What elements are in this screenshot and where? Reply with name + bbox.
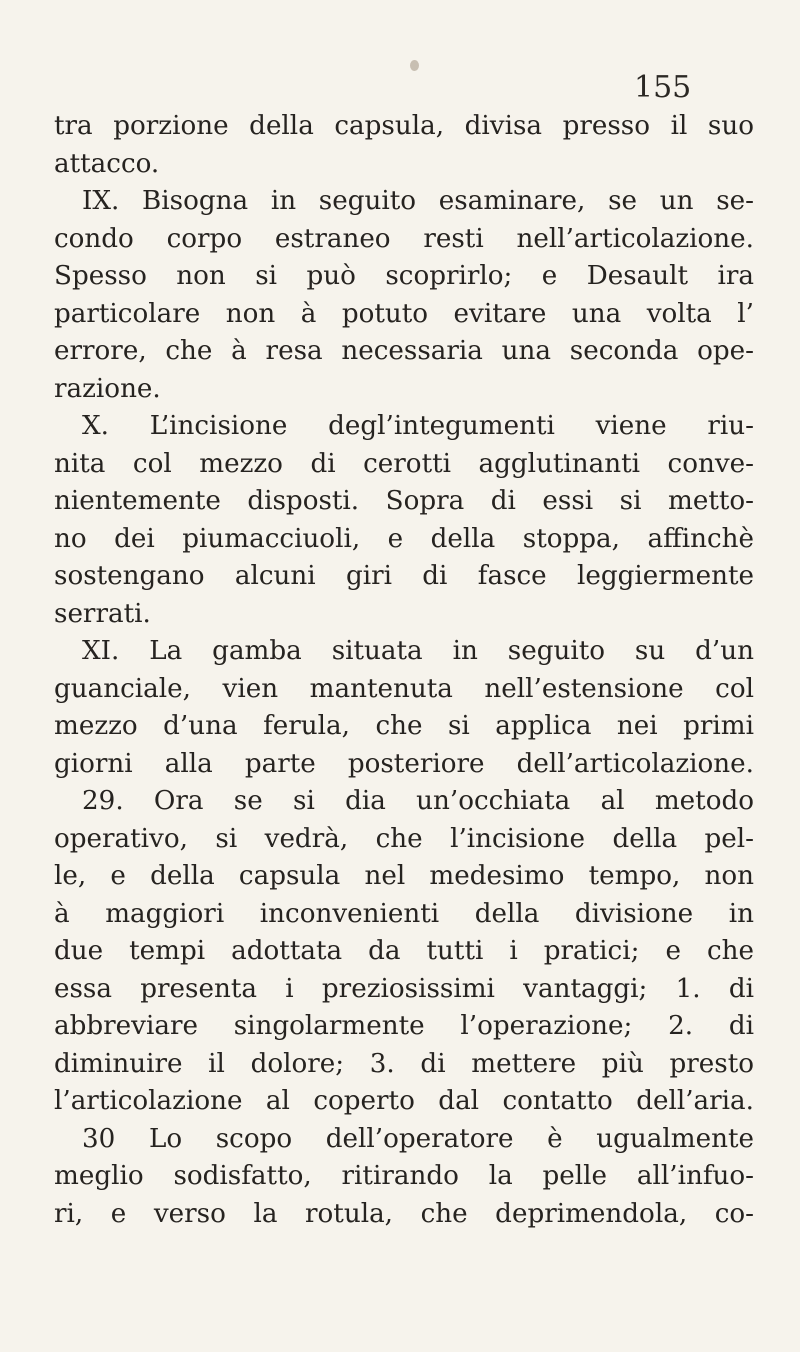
- text-line: nita col mezzo di cerotti agglutinanti conve-: [54, 448, 754, 479]
- text-line: tra porzione della capsula, divisa presso il suo: [54, 111, 754, 141]
- text-line: ri, e verso la rotula, che deprimendola, co-: [54, 1198, 754, 1229]
- text-line: Spesso non si può scoprirlo; e Desault ira: [54, 261, 754, 291]
- text-line: le, e della capsula nel medesimo tempo, non: [54, 861, 754, 891]
- text-line: serrati.: [54, 598, 151, 629]
- text-line: particolare non à potuto evitare una volta l’: [54, 298, 754, 329]
- text-line: operativo, si vedrà, che l’incisione della pel-: [54, 823, 754, 854]
- text-line: à maggiori inconvenienti della divisione in: [54, 898, 754, 929]
- text-line: l’articolazione al coperto dal contatto dell’aria.: [54, 1086, 754, 1116]
- text-line: condo corpo estraneo resti nell’articolazione.: [54, 223, 754, 254]
- text-line: sostengano alcuni giri di fasce leggiermente: [54, 561, 754, 591]
- text-line: attacco.: [54, 148, 160, 179]
- text-line: razione.: [54, 373, 161, 404]
- page-number: 155: [634, 70, 692, 105]
- ink-stain: [410, 60, 419, 71]
- text-line: no dei piumacciuoli, e della stoppa, affinchè: [54, 523, 754, 554]
- text-line: meglio sodisfatto, ritirando la pelle all’infuo-: [54, 1161, 754, 1191]
- text-line: guanciale, vien mantenuta nell’estensione col: [54, 673, 754, 704]
- text-line: 30 Lo scopo dell’operatore è ugualmente: [82, 1123, 754, 1154]
- body-text: [54, 108, 754, 1233]
- text-line: IX. Bisogna in seguito esaminare, se un se-: [82, 186, 754, 216]
- text-line: essa presenta i preziosissimi vantaggi; 1. di: [54, 973, 754, 1004]
- text-line: nientemente disposti. Sopra di essi si metto-: [54, 486, 754, 516]
- text-line: XI. La gamba situata in seguito su d’un: [82, 636, 754, 666]
- text-line: due tempi adottata da tutti i pratici; e che: [54, 936, 754, 966]
- text-line: giorni alla parte posteriore dell’articolazione.: [54, 748, 754, 779]
- text-line: 29. Ora se si dia un’occhiata al metodo: [82, 786, 754, 816]
- text-line: errore, che à resa necessaria una seconda ope-: [54, 336, 754, 366]
- text-line: mezzo d’una ferula, che si applica nei primi: [54, 711, 754, 741]
- text-line: abbreviare singolarmente l’operazione; 2. di: [54, 1011, 754, 1041]
- text-line: diminuire il dolore; 3. di mettere più presto: [54, 1048, 754, 1079]
- text-line: X. L’incisione degl’integumenti viene riu-: [82, 411, 754, 441]
